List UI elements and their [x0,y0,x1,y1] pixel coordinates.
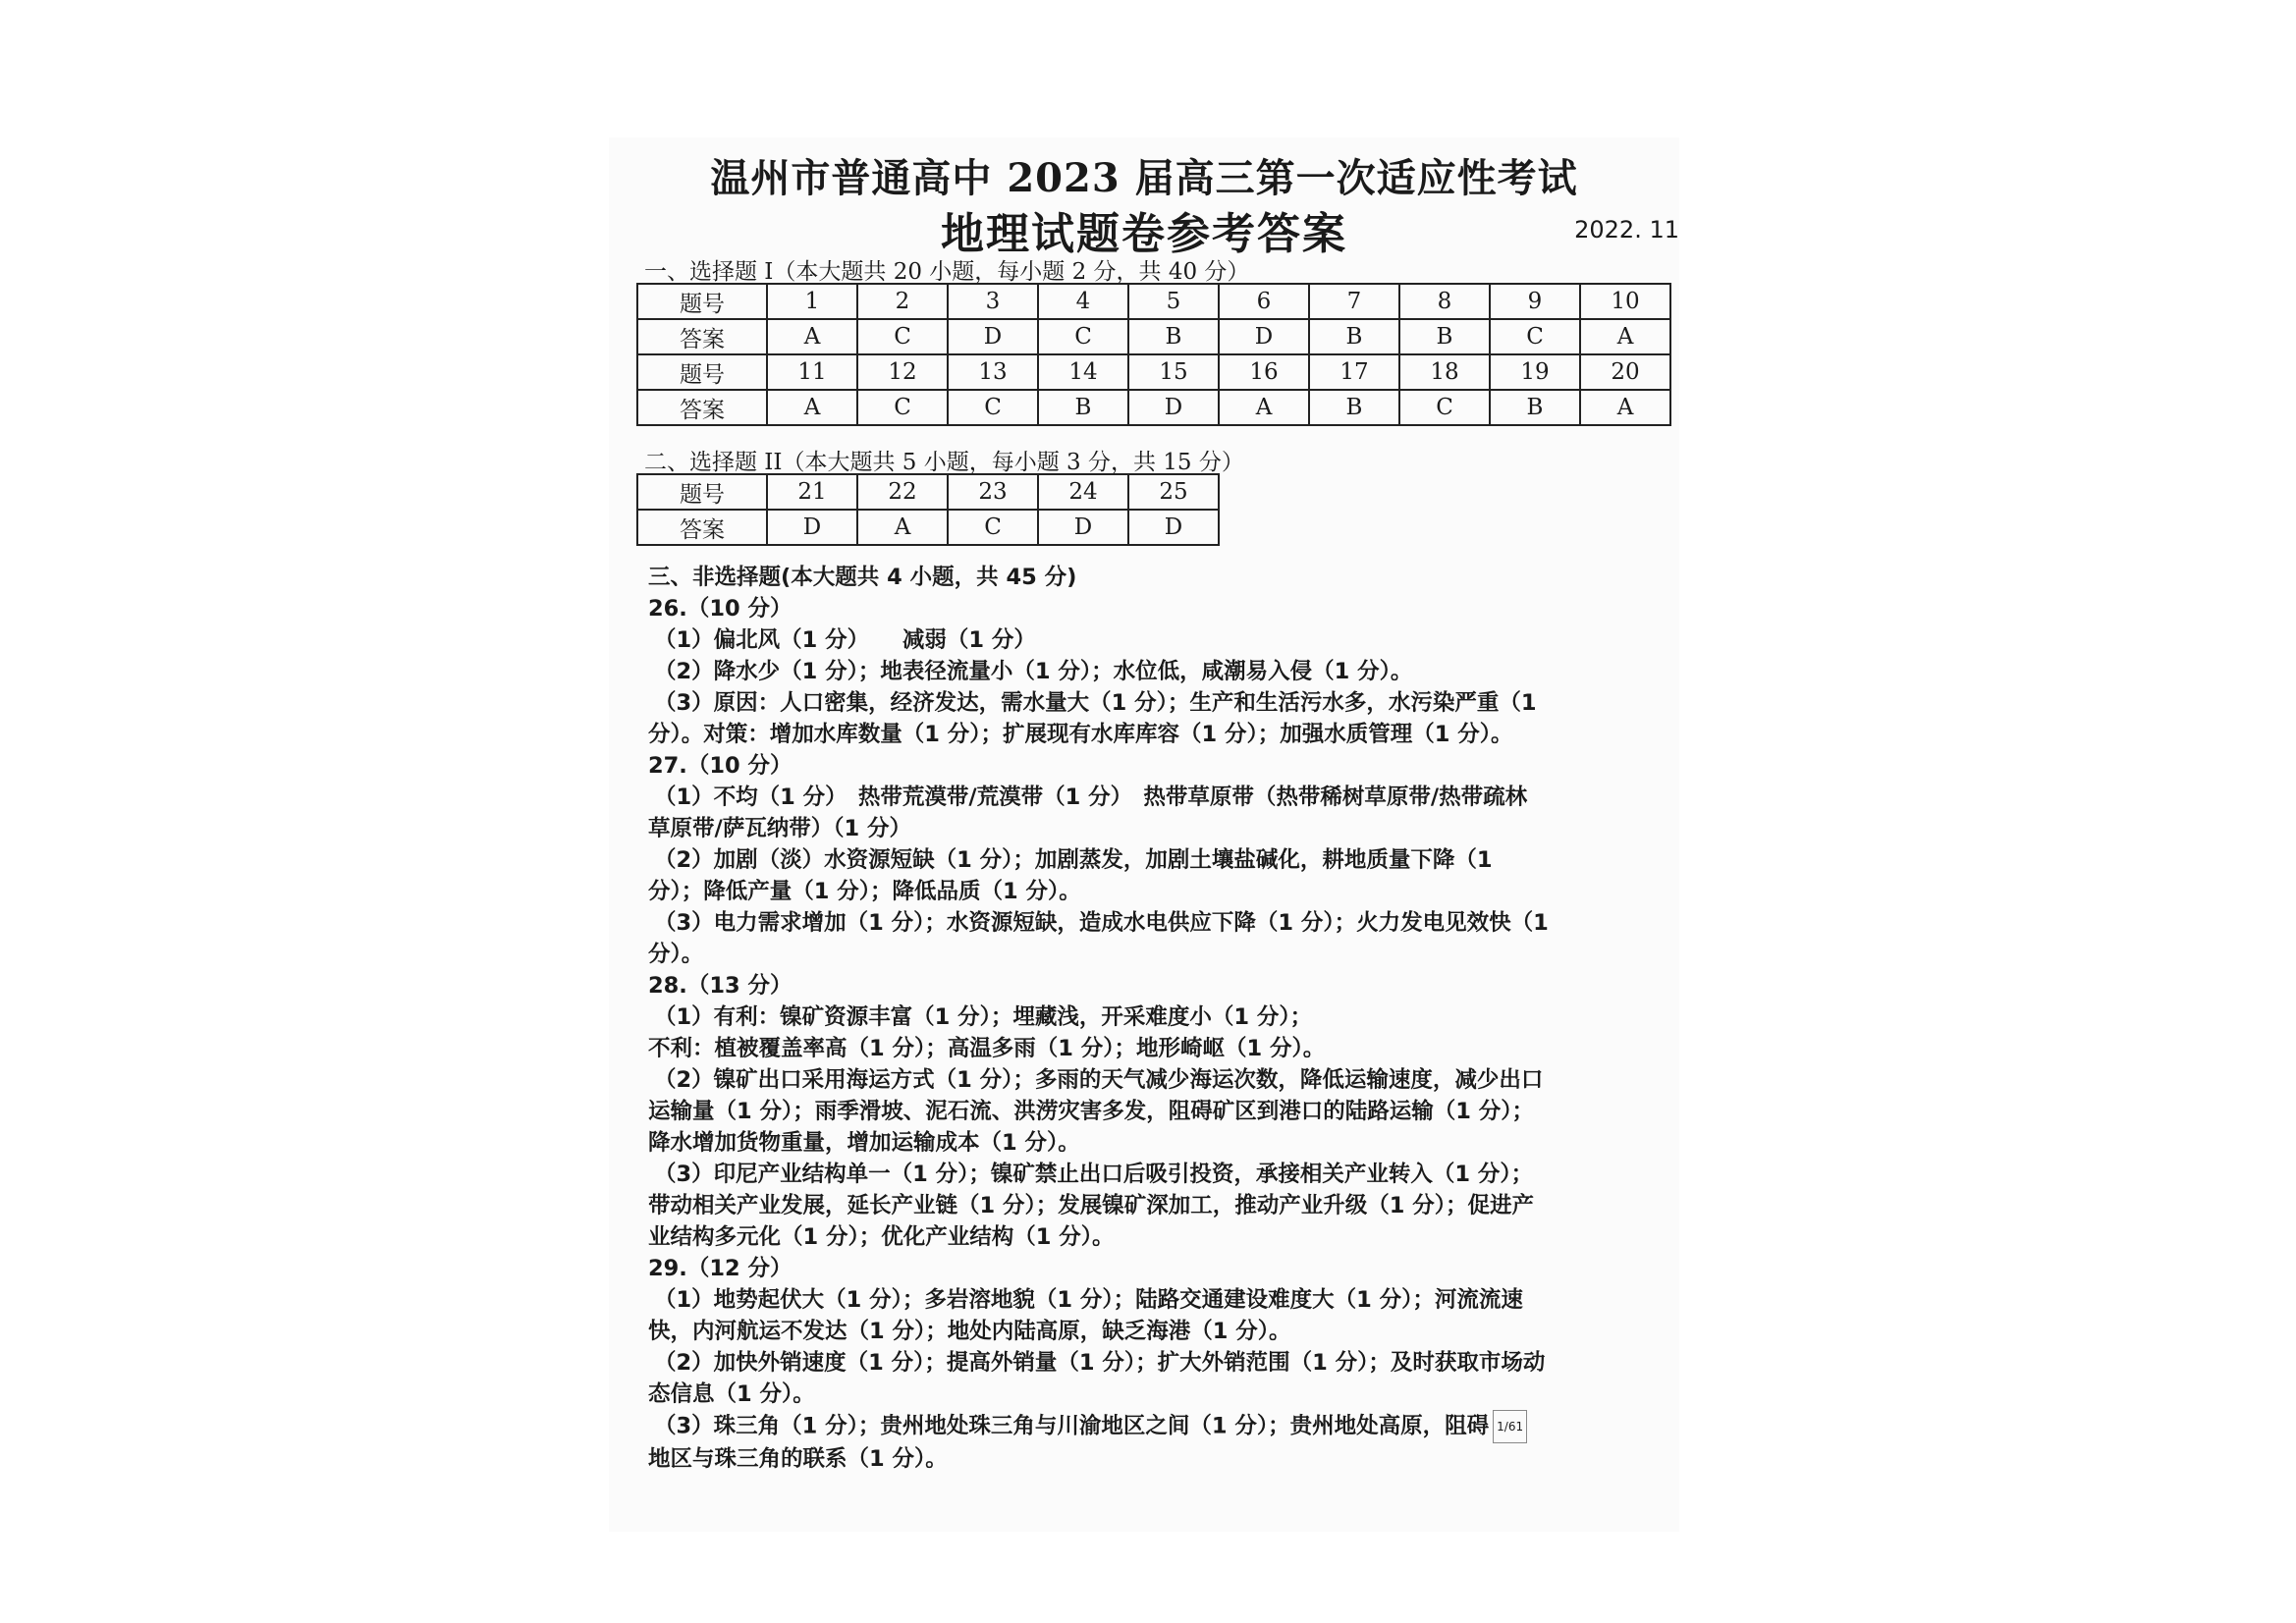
answer-cell: A [857,510,948,545]
answer-row-label: 答案 [637,319,767,354]
answer-cell: A [767,319,857,354]
answer-line: （3）原因：人口密集，经济发达，需水量大（1 分）；生产和生活污水多，水污染严重（1 [654,690,1537,716]
question-number-cell: 10 [1580,284,1670,319]
answer-cell: B [1128,319,1219,354]
answer-line: （3）印尼产业结构单一（1 分）；镍矿禁止出口后吸引投资，承接相关产业转入（1 分）； [654,1162,1534,1187]
answer-line: （1）偏北风（1 分） 减弱（1 分） [654,627,1036,653]
question-number-cell: 17 [1309,354,1399,390]
answer-line: 29.（12 分） [648,1256,793,1281]
question-number-cell: 12 [857,354,948,390]
question-number-cell: 4 [1038,284,1128,319]
exam-date: 2022. 11 [1574,216,1679,243]
answer-cell: B [1038,390,1128,425]
table-row [637,319,1670,354]
answer-line: 分）。 [648,942,704,967]
answer-row-label: 答案 [637,510,767,545]
answer-cell: D [767,510,857,545]
question-number-cell: 25 [1128,474,1219,510]
answer-line: （2）加剧（淡）水资源短缺（1 分）；加剧蒸发，加剧土壤盐碱化，耕地质量下降（1 [654,847,1493,873]
section3-answers [648,562,1669,1475]
question-number-cell: 22 [857,474,948,510]
question-number-cell: 3 [948,284,1038,319]
answer-cell: B [1490,390,1580,425]
answer-key-title: 地理试题卷参考答案 [941,209,1347,259]
question-number-cell: 6 [1219,284,1309,319]
answer-line: 运输量（1 分）；雨季滑坡、泥石流、洪涝灾害多发，阻碍矿区到港口的陆路运输（1 分）； [648,1099,1534,1124]
answer-cell: A [1580,390,1670,425]
answer-cell: C [1038,319,1128,354]
answer-cell: D [1128,510,1219,545]
answer-cell: B [1309,390,1399,425]
answer-line: 28.（13 分） [648,973,793,999]
question-number-cell: 18 [1399,354,1490,390]
answer-cell: B [1399,319,1490,354]
answer-line: （1）不均（1 分） 热带荒漠带/荒漠带（1 分） 热带草原带（热带稀树草原带/热带疏林 [654,784,1528,810]
answer-line: 地区与珠三角的联系（1 分）。 [648,1446,948,1472]
answer-cell: D [948,319,1038,354]
question-number-cell: 16 [1219,354,1309,390]
answer-line: 27.（10 分） [648,753,793,779]
answer-sheet [609,137,1679,1532]
question-number-cell: 8 [1399,284,1490,319]
question-number-cell: 13 [948,354,1038,390]
question-number-cell: 24 [1038,474,1128,510]
question-number-row-label: 题号 [637,354,767,390]
answer-cell: D [1219,319,1309,354]
question-number-cell: 7 [1309,284,1399,319]
question-number-cell: 20 [1580,354,1670,390]
exam-title: 温州市普通高中 2023 届高三第一次适应性考试 [710,155,1578,201]
answer-cell: A [767,390,857,425]
answer-line: （2）镍矿出口采用海运方式（1 分）；多雨的天气减少海运次数，降低运输速度，减少出口 [654,1067,1544,1093]
answer-line: （1）有利：镍矿资源丰富（1 分）；埋藏浅，开采难度小（1 分）； [654,1004,1313,1030]
question-number-cell: 23 [948,474,1038,510]
section1-heading: 一、选择题 I（本大题共 20 小题，每小题 2 分，共 40 分） [644,259,1250,285]
page-stamp: 1/61 [1493,1410,1527,1443]
answer-line: 业结构多元化（1 分）；优化产业结构（1 分）。 [648,1224,1115,1250]
answer-cell: C [857,319,948,354]
section2-heading: 二、选择题 II（本大题共 5 小题，每小题 3 分，共 15 分） [644,450,1244,475]
table-row [637,390,1670,425]
answer-cell: A [1219,390,1309,425]
answer-line: （2）降水少（1 分）；地表径流量小（1 分）；水位低，咸潮易入侵（1 分）。 [654,659,1413,684]
answer-cell: B [1309,319,1399,354]
answer-line: 分）；降低产量（1 分）；降低品质（1 分）。 [648,879,1081,904]
section1-answer-table [636,283,1671,426]
answer-row-label: 答案 [637,390,767,425]
answer-line: 带动相关产业发展，延长产业链（1 分）；发展镍矿深加工，推动产业升级（1 分）；促进产 [648,1193,1534,1218]
answer-line: 态信息（1 分）。 [648,1381,815,1407]
answer-line: 草原带/萨瓦纳带）（1 分） [648,816,911,841]
answer-cell: C [1399,390,1490,425]
answer-line: （2）加快外销速度（1 分）；提高外销量（1 分）；扩大外销范围（1 分）；及时获取市场动 [654,1350,1546,1376]
question-number-cell: 15 [1128,354,1219,390]
question-number-cell: 11 [767,354,857,390]
answer-line: 26.（10 分） [648,596,793,622]
answer-cell: D [1038,510,1128,545]
question-number-row-label: 题号 [637,284,767,319]
question-number-row-label: 题号 [637,474,767,510]
answer-cell: A [1580,319,1670,354]
table-row [637,284,1670,319]
answer-line: 快，内河航运不发达（1 分）；地处内陆高原，缺乏海港（1 分）。 [648,1319,1291,1344]
answer-line: 降水增加货物重量，增加运输成本（1 分）。 [648,1130,1080,1156]
question-number-cell: 21 [767,474,857,510]
question-number-cell: 14 [1038,354,1128,390]
section3-lines [648,593,1669,1475]
question-number-cell: 1 [767,284,857,319]
table-row [637,510,1219,545]
answer-line: （1）地势起伏大（1 分）；多岩溶地貌（1 分）；陆路交通建设难度大（1 分）；河流流速 [654,1287,1523,1313]
section3-heading: 三、非选择题(本大题共 4 小题，共 45 分) [648,565,1077,590]
question-number-cell: 2 [857,284,948,319]
answer-cell: C [948,510,1038,545]
answer-cell: D [1128,390,1219,425]
question-number-cell: 9 [1490,284,1580,319]
answer-line: 分）。对策：增加水库数量（1 分）；扩展现有水库库容（1 分）；加强水质管理（1 分）。 [648,722,1513,747]
table-row [637,474,1219,510]
answer-line: （3）珠三角（1 分）；贵州地处珠三角与川渝地区之间（1 分）；贵州地处高原，阻碍 1/61 [648,1410,1669,1443]
answer-cell: C [857,390,948,425]
table-row [637,354,1670,390]
answer-line: 不利：植被覆盖率高（1 分）；高温多雨（1 分）；地形崎岖（1 分）。 [648,1036,1326,1061]
question-number-cell: 5 [1128,284,1219,319]
section2-answer-table [636,473,1220,546]
answer-cell: C [1490,319,1580,354]
question-number-cell: 19 [1490,354,1580,390]
answer-line: （3）电力需求增加（1 分）；水资源短缺，造成水电供应下降（1 分）；火力发电见效快（1 [654,910,1549,936]
answer-cell: C [948,390,1038,425]
